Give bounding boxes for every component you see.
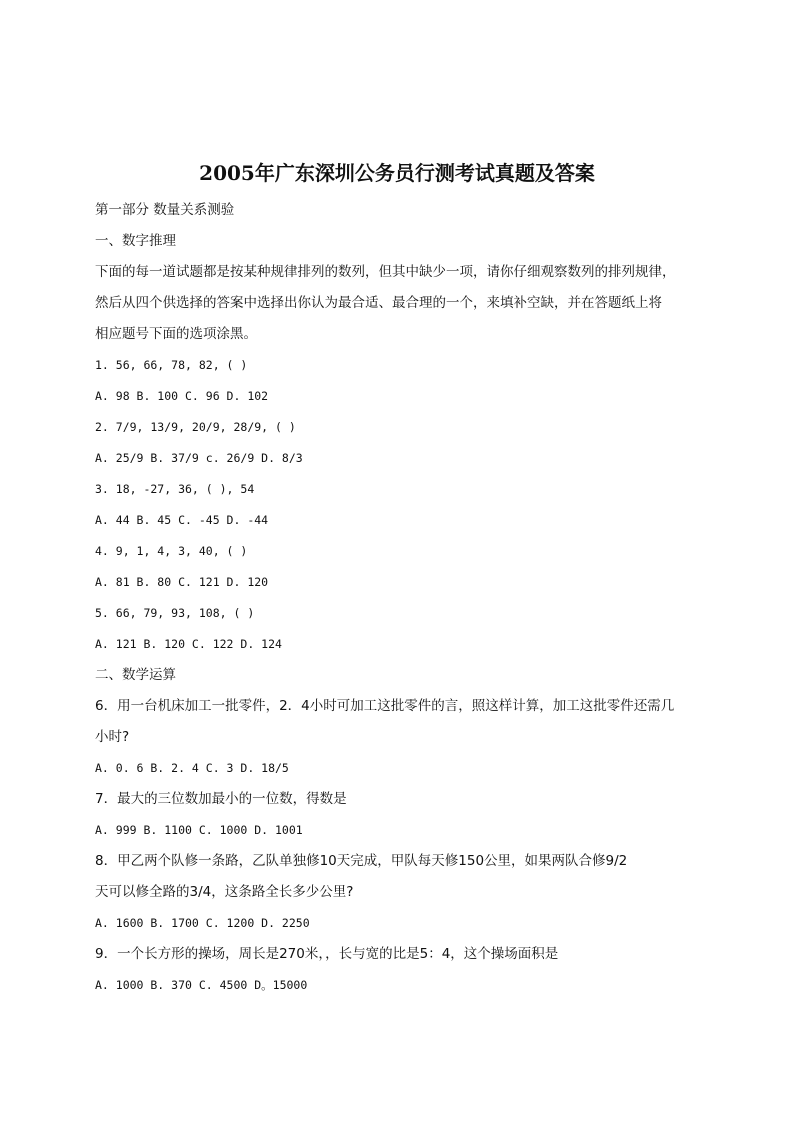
page-title: 2005年广东深圳公务员行测考试真题及答案 xyxy=(199,161,595,185)
question-6: 6．用一台机床加工一批零件，2．4小时可加工这批零件的言，照这样计算，加工这批零件还需几 xyxy=(95,698,675,714)
question-7: 7．最大的三位数加最小的一位数，得数是 xyxy=(95,791,347,807)
question-6-continued: 小时? xyxy=(95,729,130,745)
question-9-options: A. 1000 B. 370 C. 4500 D。15000 xyxy=(95,978,308,992)
question-2-options: A. 25/9 B. 37/9 c. 26/9 D. 8/3 xyxy=(95,451,303,465)
question-4: 4. 9, 1, 4, 3, 40, ( ) xyxy=(95,544,248,558)
instruction-text: 相应题号下面的选项涂黑。 xyxy=(95,326,257,342)
question-1: 1. 56, 66, 78, 82, ( ) xyxy=(95,358,248,372)
question-5-options: A. 121 B. 120 C. 122 D. 124 xyxy=(95,637,282,651)
subsection-heading: 二、数学运算 xyxy=(95,667,176,683)
question-4-options: A. 81 B. 80 C. 121 D. 120 xyxy=(95,575,269,589)
question-3: 3. 18, -27, 36, ( ), 54 xyxy=(95,482,255,496)
question-8-options: A. 1600 B. 1700 C. 1200 D. 2250 xyxy=(95,916,310,930)
question-6-options: A. 0. 6 B. 2. 4 C. 3 D. 18/5 xyxy=(95,761,289,775)
subsection-heading: 一、数字推理 xyxy=(95,233,176,249)
question-9: 9．一个长方形的操场，周长是270米，，长与宽的比是5：4，这个操场面积是 xyxy=(95,946,559,962)
question-2: 2. 7/9, 13/9, 20/9, 28/9, ( ) xyxy=(95,420,296,434)
question-8-continued: 天可以修全路的3/4，这条路全长多少公里? xyxy=(95,884,354,900)
question-8: 8．甲乙两个队修一条路，乙队单独修10天完成，甲队每天修150公里，如果两队合修9/2 xyxy=(95,853,628,869)
question-7-options: A. 999 B. 1100 C. 1000 D. 1001 xyxy=(95,823,303,837)
question-3-options: A. 44 B. 45 C. -45 D. -44 xyxy=(95,513,269,527)
section-heading: 第一部分 数量关系测验 xyxy=(95,202,235,218)
document-body xyxy=(95,200,705,1006)
question-5: 5. 66, 79, 93, 108, ( ) xyxy=(95,606,255,620)
instruction-text: 下面的每一道试题都是按某种规律排列的数列，但其中缺少一项，请你仔细观察数列的排列规律， xyxy=(95,264,676,280)
instruction-text: 然后从四个供选择的答案中选择出你认为最合适、最合理的一个，来填补空缺，并在答题纸上将 xyxy=(95,295,662,311)
question-1-options: A. 98 B. 100 C. 96 D. 102 xyxy=(95,389,269,403)
